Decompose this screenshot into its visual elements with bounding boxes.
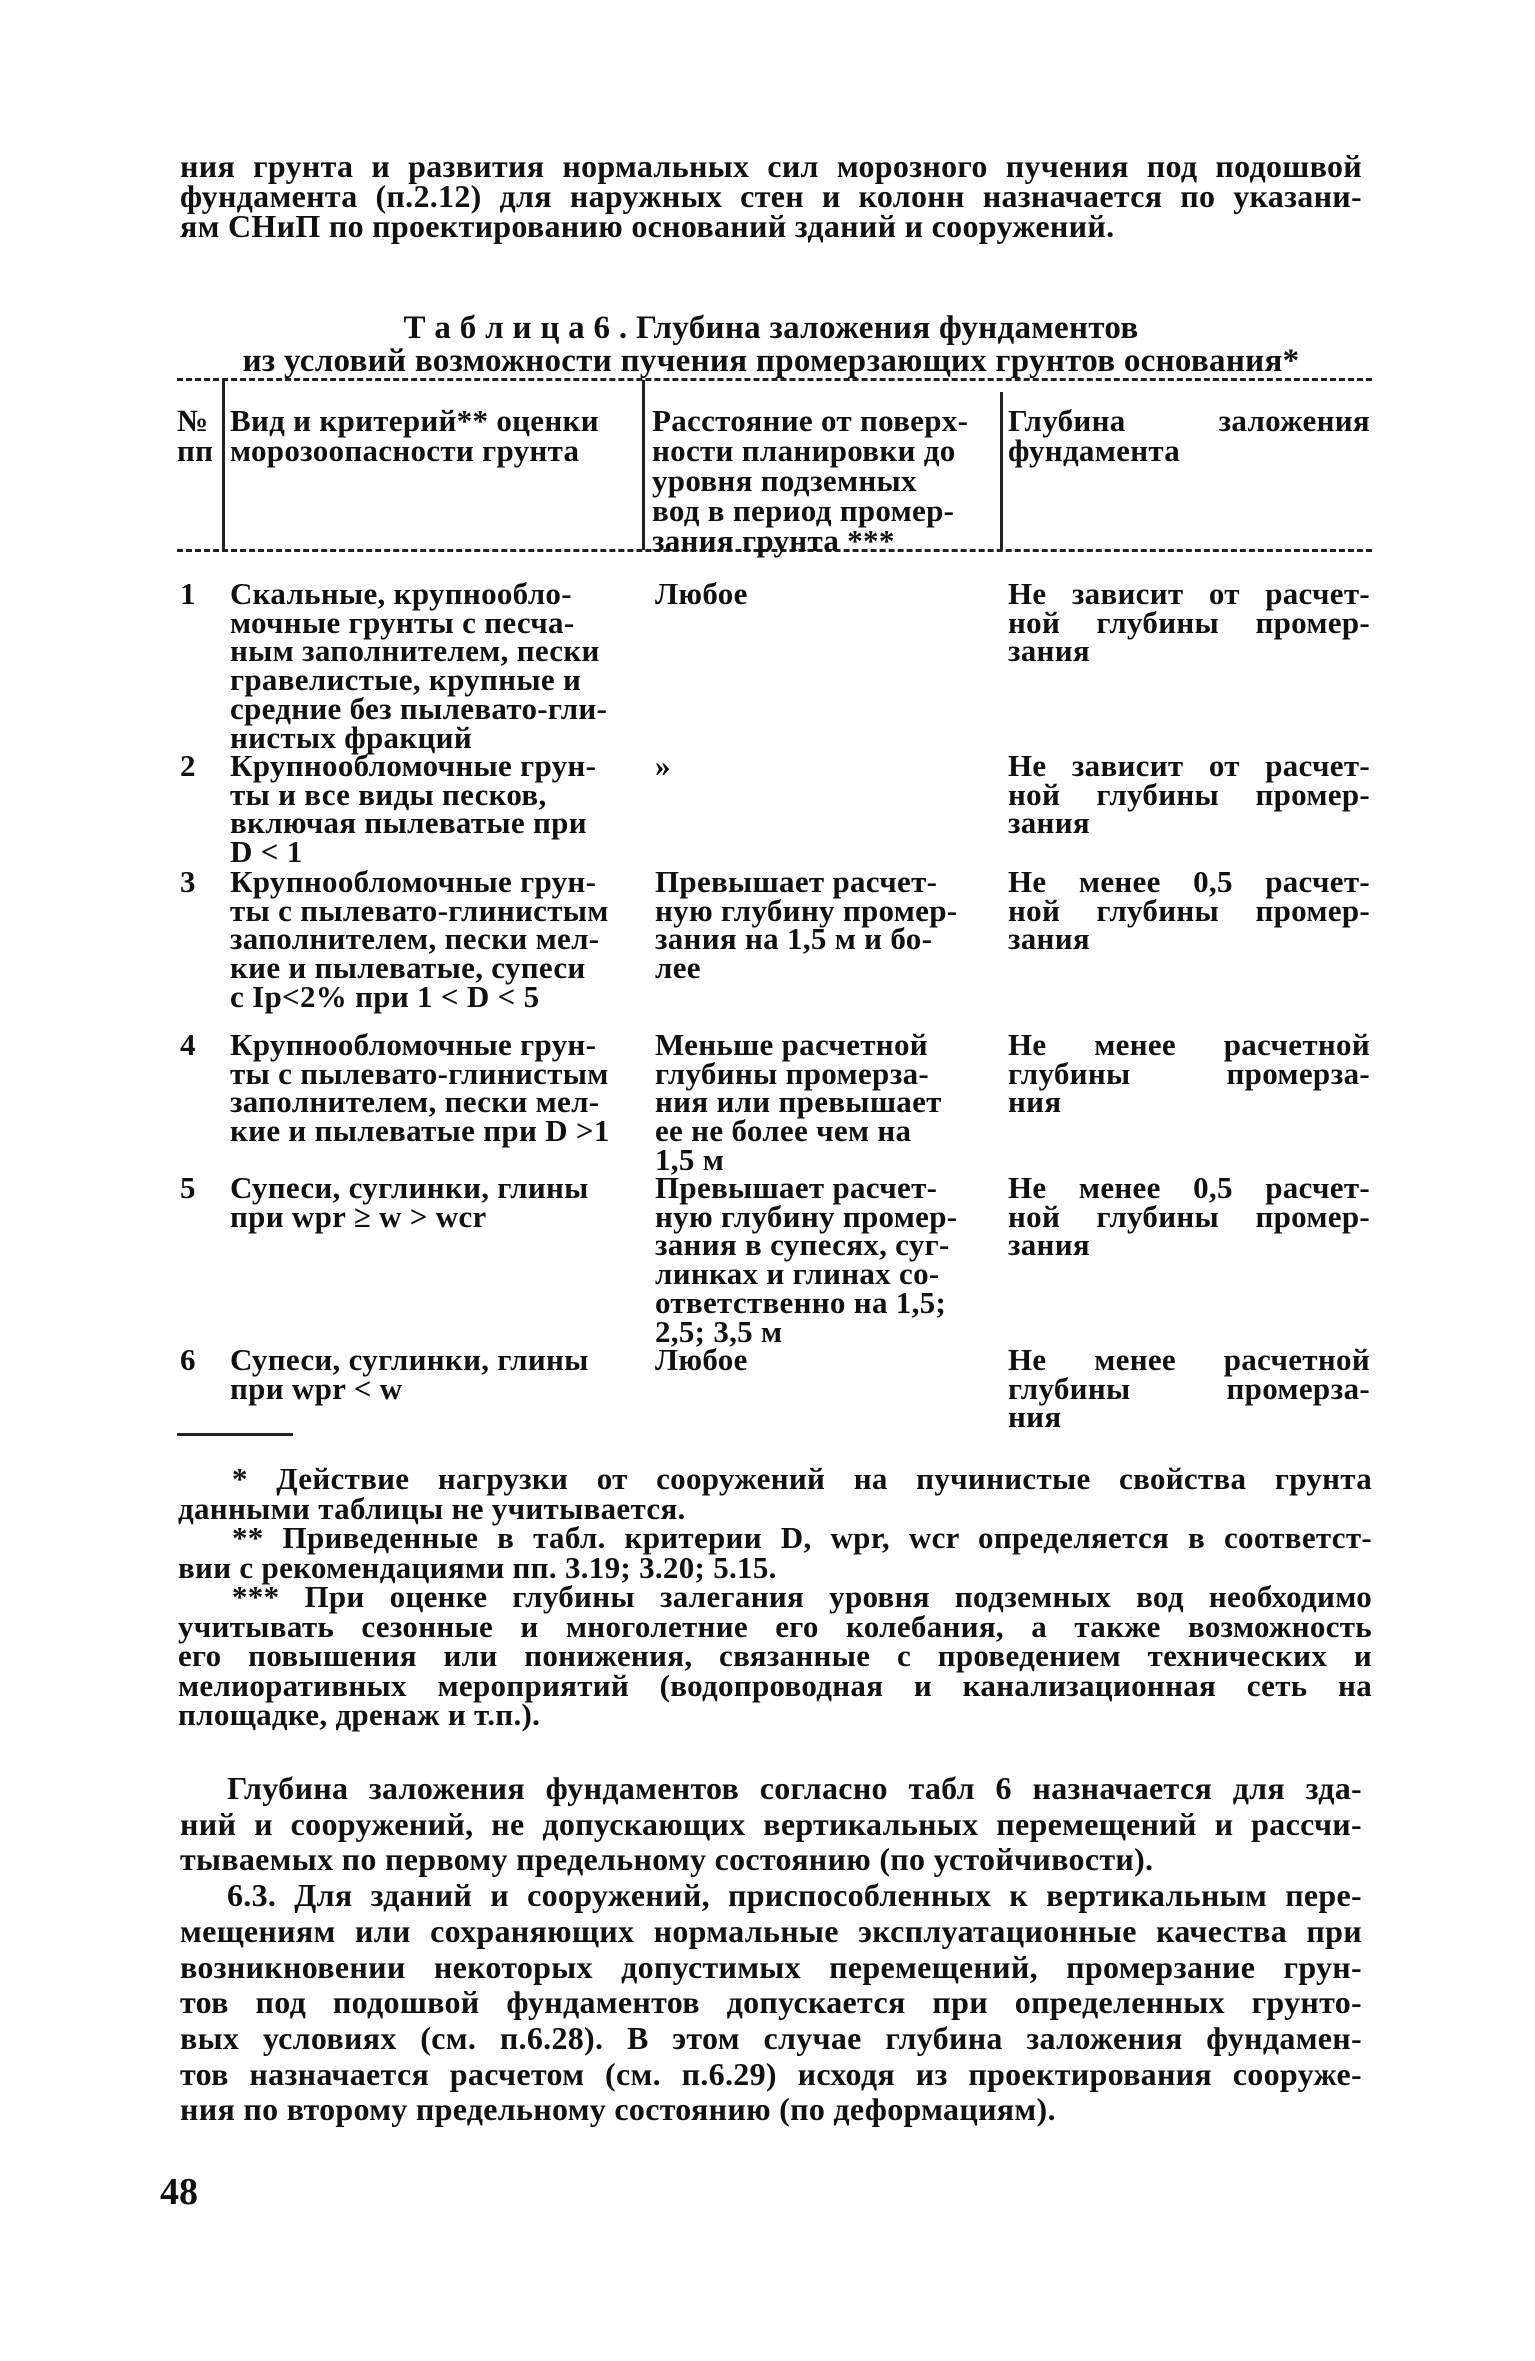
row-soil-type: средние без пылевато-гли- [230, 690, 608, 726]
row-soil-type: включая пылеватые при [230, 805, 587, 841]
row-foundation-depth: Не менее 0,5 расчет- [1008, 1172, 1370, 1205]
row-groundwater-distance: Любое [655, 1342, 748, 1377]
row-soil-type: Крупнообломочные грун- [230, 748, 597, 783]
header-groundwater-distance: вод в период промер- [652, 493, 955, 528]
footnote-line: ** Приведенные в табл. критерии D, wpr, wcr определяется в соответст- [232, 1522, 1372, 1555]
body-paragraph-line: тываемых по первому предельному состоянию (по устойчивости). [180, 1841, 1154, 1878]
row-foundation-depth: ной глубины промер- [1008, 1200, 1370, 1234]
row-foundation-depth: Не зависит от расчет- [1008, 750, 1370, 783]
row-foundation-depth: глубины промерза- [1008, 1372, 1370, 1406]
row-foundation-depth: ной глубины промер- [1008, 606, 1370, 640]
row-soil-type: заполнителем, пески мел- [230, 921, 600, 957]
row-soil-type: Супеси, суглинки, глины [230, 1170, 589, 1205]
row-number: 1 [180, 576, 196, 611]
table-column-divider [642, 380, 645, 550]
header-foundation-depth: Глубина заложения [1008, 405, 1370, 438]
row-soil-type: ты с пылевато-глинистым [230, 892, 609, 928]
footnote-line: площадке, дренаж и т.п.). [178, 1697, 541, 1732]
table-column-divider [1000, 392, 1003, 550]
header-soil-type: Вид и критерий** оценки [230, 403, 599, 438]
row-groundwater-distance: Меньше расчетной [655, 1027, 928, 1062]
row-soil-type: мочные грунты с песча- [230, 604, 575, 640]
row-foundation-depth: ния [1008, 1399, 1062, 1435]
table-title-line: из условий возможности пучения промерзающих грунтов основания* [242, 343, 1300, 379]
row-soil-type: при wpr < w [230, 1370, 403, 1406]
row-number: 3 [180, 864, 196, 899]
row-soil-type: ты с пылевато-глинистым [230, 1055, 609, 1091]
row-soil-type: Скальные, крупнообло- [230, 576, 572, 611]
row-groundwater-distance: » [655, 748, 671, 783]
row-foundation-depth: зания [1008, 805, 1090, 841]
row-groundwater-distance: 2,5; 3,5 м [655, 1313, 783, 1349]
body-paragraph-line: тов под подошвой фундаментов допускается при определенных грунто- [180, 1986, 1362, 2021]
body-paragraph-line: возникновении некоторых допустимых перемещений, промерзание грун- [180, 1950, 1362, 1985]
row-groundwater-distance: ния или превышает [655, 1084, 942, 1120]
footnote-line: *** При оценке глубины залегания уровня подземных вод необходимо [232, 1581, 1372, 1614]
table-column-divider [222, 380, 225, 550]
row-foundation-depth: ной глубины промер- [1008, 894, 1370, 928]
body-paragraph-line: Глубина заложения фундаментов согласно табл 6 назначается для зда- [227, 1772, 1362, 1806]
row-soil-type: заполнителем, пески мел- [230, 1084, 600, 1120]
row-foundation-depth: зания [1008, 921, 1090, 957]
footnote-separator [177, 1433, 293, 1436]
intro-paragraph-line: фундамента (п.2.12) для наружных стен и колонн назначается по указани- [180, 180, 1362, 214]
row-foundation-depth: ной глубины промер- [1008, 778, 1370, 812]
body-paragraph-line: вых условиях (см. п.6.28). В этом случае глубина заложения фундамен- [180, 2021, 1362, 2056]
row-groundwater-distance: зания на 1,5 м и бо- [655, 921, 933, 957]
header-groundwater-distance: ности планировки до [652, 433, 956, 468]
row-foundation-depth: зания [1008, 633, 1090, 669]
page-number: 48 [160, 2171, 198, 2213]
row-groundwater-distance: лее [655, 950, 701, 986]
body-paragraph-line: 6.3. Для зданий и сооружений, приспособленных к вертикальным пере- [227, 1879, 1362, 1914]
footnote-line: его повышения или понижения, связанные с проведением технических и [178, 1640, 1372, 1673]
row-soil-type: Крупнообломочные грун- [230, 1027, 597, 1062]
row-foundation-depth: Не зависит от расчет- [1008, 578, 1370, 611]
body-paragraph-line: тов назначается расчетом (см. п.6.29) исходя из проектирования сооруже- [180, 2057, 1362, 2092]
header-number: № [177, 403, 209, 438]
row-soil-type: D < 1 [230, 834, 303, 870]
row-groundwater-distance: 1,5 м [655, 1141, 725, 1177]
table-title-line: Т а б л и ц а 6 . Глубина заложения фундаментов [403, 310, 1139, 346]
row-soil-type: ным заполнителем, пески [230, 633, 600, 669]
body-paragraph-line: ния по второму предельному состоянию (по деформациям). [180, 2091, 1056, 2128]
footnote-line: данными таблицы не учитывается. [178, 1490, 686, 1526]
header-groundwater-distance: зания грунта *** [652, 523, 895, 558]
row-foundation-depth: глубины промерза- [1008, 1057, 1370, 1091]
row-soil-type: ты и все виды песков, [230, 776, 547, 812]
footnote-line: мелиоративных мероприятий (водопроводная и канализационная сеть на [178, 1669, 1372, 1703]
row-groundwater-distance: Превышает расчет- [655, 864, 938, 899]
row-soil-type: Супеси, суглинки, глины [230, 1342, 589, 1377]
row-groundwater-distance: ную глубину промер- [655, 1198, 958, 1234]
row-number: 4 [180, 1027, 196, 1062]
header-groundwater-distance: уровня подземных [652, 463, 917, 498]
row-groundwater-distance: ную глубину промер- [655, 892, 958, 928]
row-groundwater-distance: ответственно на 1,5; [655, 1284, 947, 1320]
row-number: 6 [180, 1342, 196, 1377]
row-foundation-depth: ния [1008, 1084, 1062, 1120]
row-soil-type: с Ip<2% при 1 < D < 5 [230, 978, 540, 1014]
body-paragraph-line: ний и сооружений, не допускающих вертикальных перемещений и рассчи- [180, 1807, 1362, 1842]
intro-paragraph-line: ния грунта и развития нормальных сил морозного пучения под подошвой [180, 150, 1362, 184]
header-number: пп [177, 433, 214, 468]
row-soil-type: Крупнообломочные грун- [230, 864, 597, 899]
header-groundwater-distance: Расстояние от поверх- [652, 403, 969, 438]
row-groundwater-distance: линках и глинах со- [655, 1256, 940, 1292]
body-paragraph-line: мещениям или сохраняющих нормальные эксплуатационные качества при [180, 1914, 1362, 1949]
intro-paragraph-line: ям СНиП по проектированию оснований зданий и сооружений. [180, 208, 1115, 244]
row-soil-type: кие и пылеватые при D >1 [230, 1113, 610, 1149]
footnote-line: учитывать сезонные и многолетние его колебания, а также возможность [178, 1610, 1372, 1644]
row-groundwater-distance: зания в супесях, суг- [655, 1227, 950, 1263]
row-soil-type: нистых фракций [230, 719, 472, 755]
row-groundwater-distance: Любое [655, 576, 748, 611]
header-soil-type: морозоопасности грунта [230, 433, 580, 468]
footnote-line: вии с рекомендациями пп. 3.19; 3.20; 5.15. [178, 1549, 777, 1585]
row-number: 5 [180, 1170, 196, 1205]
row-soil-type: гравелистые, крупные и [230, 662, 582, 698]
row-foundation-depth: зания [1008, 1227, 1090, 1263]
row-groundwater-distance: Превышает расчет- [655, 1170, 938, 1205]
header-foundation-depth: фундамента [1008, 433, 1181, 468]
row-foundation-depth: Не менее 0,5 расчет- [1008, 866, 1370, 899]
row-groundwater-distance: ее не более чем на [655, 1113, 912, 1149]
footnote-line: * Действие нагрузки от сооружений на пучинистые свойства грунта [232, 1463, 1372, 1496]
row-number: 2 [180, 748, 196, 783]
row-soil-type: кие и пылеватые, супеси [230, 950, 586, 986]
row-foundation-depth: Не менее расчетной [1008, 1029, 1370, 1062]
row-foundation-depth: Не менее расчетной [1008, 1344, 1370, 1377]
row-groundwater-distance: глубины промерза- [655, 1055, 930, 1091]
row-soil-type: при wpr ≥ w > wcr [230, 1198, 487, 1234]
